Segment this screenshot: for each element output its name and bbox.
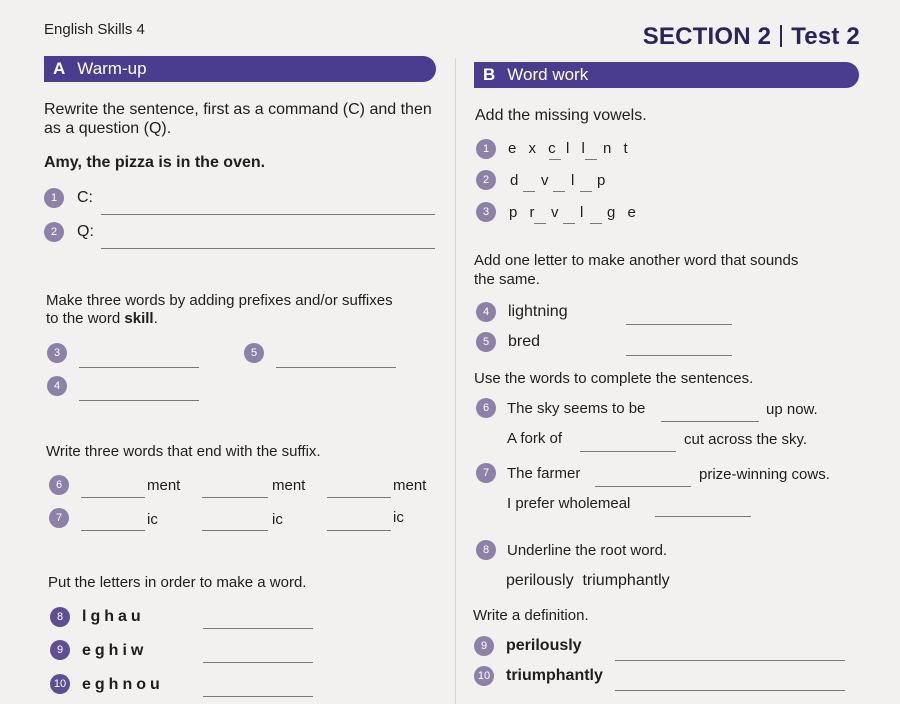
b-complete-intro: Use the words to complete the sentences.	[474, 370, 754, 387]
a-q9-number: 9	[50, 640, 70, 660]
a-q7-number: 7	[49, 508, 69, 528]
b-q4-number: 4	[476, 302, 496, 322]
b-q8-number: 8	[476, 540, 496, 560]
b-q2-part-4: p	[597, 172, 606, 189]
a-q8-number: 8	[50, 607, 70, 627]
section-a-banner	[44, 56, 436, 82]
b-q2-part-1: d	[510, 172, 519, 189]
book-title: English Skills 4	[44, 21, 145, 38]
b-q9-number: 9	[474, 636, 494, 656]
b-q1-part-3: n t	[603, 140, 632, 157]
b-q2-part-3: l	[571, 172, 575, 189]
a-q10-answer-line[interactable]	[203, 696, 313, 697]
b-q8-words[interactable]: perilously triumphantly	[506, 572, 670, 589]
b-q7a-pre: The farmer	[507, 465, 581, 482]
b-q7b-pre: I prefer wholemeal	[507, 495, 631, 512]
a-suffix-intro: Write three words that end with the suffix.	[46, 443, 321, 460]
a-q1-label: C:	[77, 189, 93, 206]
a-q7-line-3[interactable]	[327, 530, 391, 531]
a-q4-answer-line[interactable]	[79, 400, 199, 401]
b-definition-intro: Write a definition.	[473, 607, 589, 624]
b-q6-number: 6	[476, 398, 496, 418]
section-b-title: Word work	[507, 65, 589, 84]
section-label: SECTION 2	[642, 23, 772, 50]
a-q5-number: 5	[244, 343, 264, 363]
a-q7-suffix-3: ic	[393, 509, 404, 526]
a-q7-suffix-1: ic	[147, 511, 158, 528]
b-q7a-post: prize-winning cows.	[699, 466, 830, 483]
section-heading	[643, 23, 860, 51]
b-q3-blank-2[interactable]	[563, 223, 575, 224]
b-q5-answer-line[interactable]	[626, 355, 732, 356]
b-q6a-blank[interactable]	[661, 421, 759, 422]
b-q6a-post: up now.	[766, 401, 818, 418]
a-q6-suffix-1: ment	[147, 477, 181, 494]
b-q3-blank-1[interactable]	[534, 223, 546, 224]
column-divider	[455, 58, 456, 704]
b-letter-intro-line2: the same.	[474, 271, 540, 288]
b-q3-part-2: v	[551, 204, 559, 221]
b-q2-blank-3[interactable]	[580, 191, 592, 192]
a-q10-number: 10	[50, 674, 70, 694]
a-q6-line-2[interactable]	[202, 497, 268, 498]
b-q6b-post: cut across the sky.	[684, 431, 808, 448]
b-q2-blank-1[interactable]	[523, 191, 535, 192]
a-q7-line-1[interactable]	[81, 530, 145, 531]
b-q7-number: 7	[476, 463, 496, 483]
b-q9-answer-line[interactable]	[615, 660, 845, 661]
a-q6-line-3[interactable]	[327, 497, 391, 498]
a-q3-number: 3	[47, 343, 67, 363]
a-prefix-intro-line2	[46, 310, 158, 327]
b-q10-answer-line[interactable]	[615, 690, 845, 691]
a-q1-number: 1	[44, 188, 64, 208]
a-q2-answer-line[interactable]	[101, 248, 435, 249]
a-intro-line1: Rewrite the sentence, first as a command (C) and then	[44, 101, 432, 118]
b-q10-word: triumphantly	[506, 667, 603, 684]
a-q8-answer-line[interactable]	[203, 628, 313, 629]
a-sentence: Amy, the pizza is in the oven.	[44, 154, 266, 171]
test-label: Test 2	[791, 23, 860, 50]
section-b-banner	[474, 62, 859, 88]
a-prefix-intro-line1: Make three words by adding prefixes and/or suffixes	[46, 292, 393, 309]
b-q10-number: 10	[474, 666, 494, 686]
a-intro-line2: as a question (Q).	[44, 120, 172, 137]
heading-separator	[780, 25, 782, 47]
b-vowels-intro: Add the missing vowels.	[475, 107, 647, 124]
a-order-intro: Put the letters in order to make a word.	[48, 574, 307, 591]
b-q3-part-3: l	[580, 204, 584, 221]
b-q4-word: lightning	[508, 303, 568, 320]
b-q2-number: 2	[476, 170, 496, 190]
b-q9-word: perilously	[506, 637, 582, 654]
b-q8-text: Underline the root word.	[507, 542, 668, 559]
b-q5-number: 5	[476, 332, 496, 352]
b-q2-part-2: v	[541, 172, 549, 189]
a-q10-letters: eghnou	[82, 676, 164, 693]
a-q9-letters: eghiw	[82, 642, 148, 659]
a-q2-number: 2	[44, 222, 64, 242]
a-q7-line-2[interactable]	[202, 530, 268, 531]
b-q7a-blank[interactable]	[595, 486, 691, 487]
a-q2-label: Q:	[77, 223, 94, 240]
b-letter-intro-line1: Add one letter to make another word that sounds	[474, 252, 799, 269]
b-q3-part-1: p r	[509, 204, 539, 221]
a-q8-letters: lghau	[82, 608, 145, 625]
b-q6b-blank[interactable]	[580, 451, 676, 452]
a-q6-suffix-3: ment	[393, 477, 427, 494]
a-q5-answer-line[interactable]	[276, 367, 396, 368]
a-q3-answer-line[interactable]	[79, 367, 199, 368]
b-q1-blank-1[interactable]	[549, 159, 561, 160]
a-q7-suffix-2: ic	[272, 511, 283, 528]
b-q5-word: bred	[508, 333, 541, 350]
section-b-letter: B	[483, 65, 496, 84]
b-q2-blank-2[interactable]	[553, 191, 565, 192]
prefix-word: skill	[124, 310, 154, 327]
b-q7b-blank[interactable]	[655, 516, 751, 517]
b-q4-answer-line[interactable]	[626, 324, 732, 325]
a-q4-number: 4	[47, 376, 67, 396]
a-q1-answer-line[interactable]	[101, 214, 435, 215]
a-q6-suffix-2: ment	[272, 477, 306, 494]
a-q9-answer-line[interactable]	[203, 662, 313, 663]
section-a-title: Warm-up	[77, 59, 147, 78]
a-q6-number: 6	[49, 475, 69, 495]
section-a-letter: A	[53, 59, 66, 78]
a-q6-line-1[interactable]	[81, 497, 145, 498]
b-q3-number: 3	[476, 202, 496, 222]
prefix-intro-end: .	[153, 310, 158, 327]
b-q1-part-1: e x c	[508, 140, 560, 157]
b-q1-blank-2[interactable]	[585, 159, 597, 160]
b-q6a-pre: The sky seems to be	[507, 400, 646, 417]
b-q3-blank-3[interactable]	[590, 223, 602, 224]
b-q1-number: 1	[476, 139, 496, 159]
b-q1-part-2: l l	[566, 140, 589, 157]
b-q6b-pre: A fork of	[507, 430, 563, 447]
b-q3-part-4: g e	[607, 204, 640, 221]
prefix-intro-text: to the word	[46, 310, 125, 327]
